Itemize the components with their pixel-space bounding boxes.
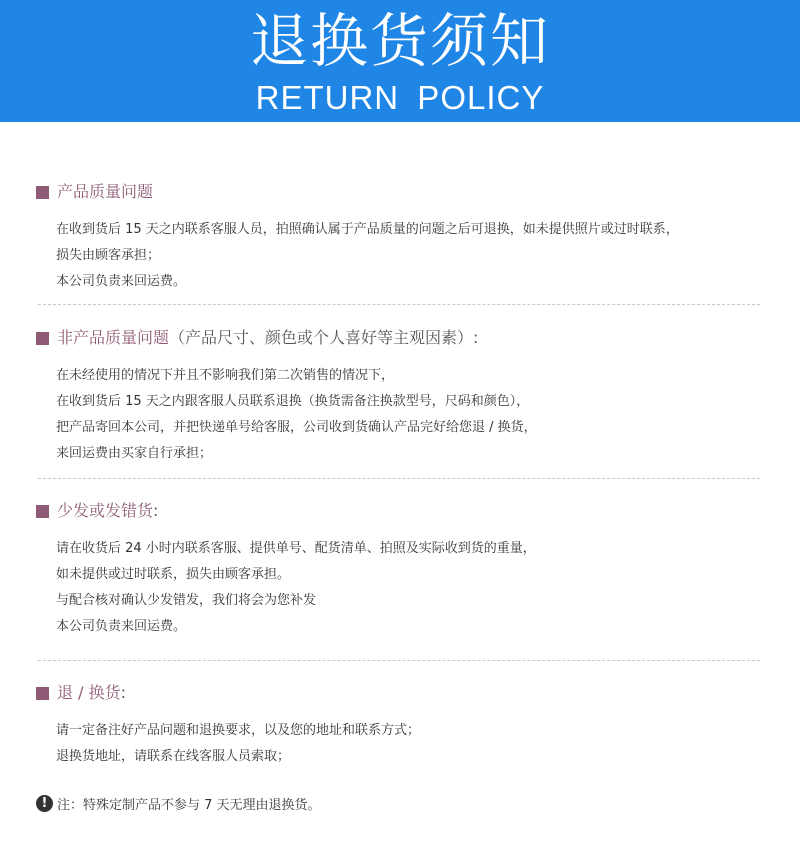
- section-body: [36, 536, 760, 640]
- divider: [38, 304, 760, 305]
- text-line: 与配合核对确认少发错发，我们将会为您补发: [56, 593, 317, 608]
- section-return-exchange: [36, 681, 760, 770]
- section-heading: [36, 499, 760, 523]
- text-line: 在收到货后 15 天之内跟客服人员联系退换（换货需备注换款型号，尺码和颜色），: [56, 394, 530, 409]
- text-line: 损失由顾客承担；: [56, 248, 161, 263]
- text-line: 把产品寄回本公司，并把快递单号给客服，公司收到货确认产品完好给您退 / 换货，: [56, 420, 537, 435]
- square-bullet-icon: [36, 186, 49, 199]
- text-line: 在收到货后 15 天之内联系客服人员，拍照确认属于产品质量的问题之后可退换，如未提供照片或过时联系，: [56, 222, 679, 237]
- section-heading-note: :: [153, 501, 159, 520]
- section-heading-text: 少发或发错货: [57, 501, 154, 520]
- divider: [38, 478, 760, 479]
- section-heading-note: （产品尺寸、颜色或个人喜好等主观因素）:: [169, 328, 479, 347]
- exclamation-icon: !: [36, 795, 53, 812]
- text-line: 本公司负责来回运费。: [56, 619, 187, 634]
- text-line: 本公司负责来回运费。: [56, 274, 187, 289]
- square-bullet-icon: [36, 332, 49, 345]
- text-line: 退换货地址，请联系在线客服人员索取；: [56, 749, 291, 764]
- section-heading-text: 产品质量问题: [57, 182, 154, 201]
- section-quality-issue: [36, 180, 760, 295]
- section-heading: [36, 326, 760, 350]
- section-non-quality-issue: [36, 326, 760, 467]
- section-heading-text: 退 / 换货: [57, 683, 121, 702]
- section-body: [36, 363, 760, 467]
- page-title: 退换货须知: [249, 7, 550, 75]
- text-line: 请在收货后 24 小时内联系客服、提供单号、配货清单、拍照及实际收到货的重量，: [56, 541, 536, 556]
- text-line: 在未经使用的情况下并且不影响我们第二次销售的情况下，: [56, 368, 395, 383]
- text-line: 来回运费由买家自行承担；: [56, 446, 213, 461]
- section-missing-wrong-goods: [36, 499, 760, 640]
- text-line: 如未提供或过时联系，损失由顾客承担。: [56, 567, 291, 582]
- section-heading-note: :: [120, 683, 126, 702]
- square-bullet-icon: [36, 505, 49, 518]
- section-heading: [36, 180, 760, 204]
- footer-note-text: 注：特殊定制产品不参与 7 天无理由退换货。: [57, 797, 321, 813]
- section-body: [36, 718, 760, 770]
- section-heading: [36, 681, 760, 705]
- square-bullet-icon: [36, 687, 49, 700]
- page-subtitle: RETURN POLICY: [255, 79, 545, 116]
- divider: [38, 660, 760, 661]
- text-line: 请一定备注好产品问题和退换要求，以及您的地址和联系方式；: [56, 723, 421, 738]
- footer-note: [36, 792, 321, 814]
- section-body: [36, 217, 760, 295]
- section-heading-text: 非产品质量问题: [57, 328, 170, 347]
- header-banner: [0, 0, 800, 122]
